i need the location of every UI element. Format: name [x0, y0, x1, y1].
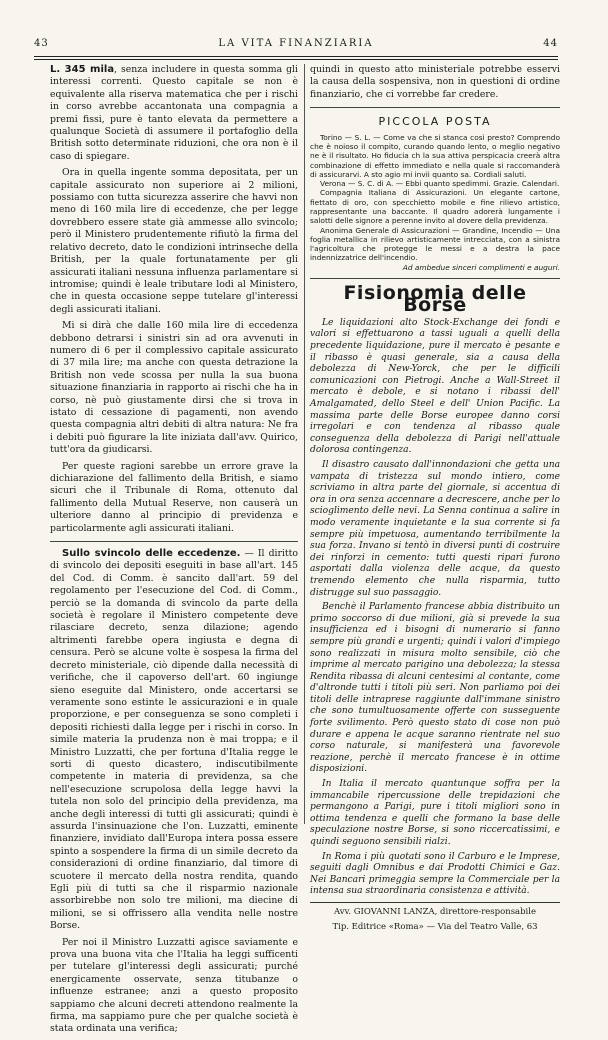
svincolo-text: — Il diritto di svincolo dei depositi eseguiti in base all'art. 145 del Cod. di Comm. è sancito dall'art. 59 del regolamento per l'esecuzione del Cod. di Comm., perciò se la domanda di svincolo da parte della società è regolare il Ministero competente deve rilasciare decreto, senza dilazione; agendo altrimenti farebbe opera ingiusta e degna di censura. Però se alcune volte è sospesa la firma del decreto ministeriale, ciò dipende dalla necessità di verifiche, che il capoverso dell'art. 60 ingiunge sieno eseguite dal Ministero, onde accertarsi se veramente sono estinte le assicurazioni e in quale proporzione, e per conseguenza se sono completi i depositi richiesti dalla legge per i rischi in corso. In simile materia la prudenza non è mai troppa; e il Ministro Luzzatti, che per fortuna d'Italia regge le sorti di questo dicastero, indiscutibilmente competente in materia di previdenza, sa che nell'esecuzione scrupolosa della legge havvi la tutela non solo del principio della previdenza, ma anche degli interessi di tutti gli assicurati; quindi è assurda l'insinuazione che l'on. Luzzatti, eminente finanziere, invidiato dall'Europa intera possa essere spinto a sospendere la firma di un simile decreto da considerazioni di ordine finanziario, dal timore di scuotere il mercato della nostra rendita, quando Egli più di tutti sa che il risparmio nazionale assorbirebbe non solo tre milioni, ma diecine di milioni, se si offrissero alla vendita nelle nostre Borse.	[50, 548, 298, 932]
page-number-right: 44	[543, 38, 558, 49]
paragraph-3: Mi si dirà che dalle 160 mila lire di eccedenza debbono detrarsi i sinistri sin ad ora avvenuti in numero di 6 per il complessivo capitale assicurato di 37 mila lire; ma anche con questa detrazione la British non vede scossa per nulla la sua buona situazione finanziaria in rapporto ai rischi che ha in corso, nè può giustamente dirsi che si trova in istato di cessazione di pagamenti, non avendo questa compagnia altri debiti di altra natura: Ne fra i debiti può figurare la lite iniziata dall'avv. Quirico, tutt'ora da giudicarsi.	[50, 320, 298, 456]
pp-entry: Anonima Generale di Assicurazioni — Grandine, Incendio — Una foglia metallica in rilievo artisticamente intrecciata, con a sinistra l'agricoltura che protegge le messi e a destra la pace indennizzatrice dell'incendio.	[310, 225, 560, 263]
printer-line: Tip. Editrice «Roma» — Via del Teatro Valle, 63	[332, 922, 538, 933]
piccola-posta-title: PICCOLA POSTA	[378, 115, 492, 129]
section-divider	[50, 541, 298, 542]
piccola-posta	[310, 133, 560, 272]
pp-signoff: Ad ambedue sinceri complimenti e auguri.	[402, 262, 560, 272]
fisionomia-article	[310, 318, 560, 898]
amount-lead: L. 345 mila	[50, 64, 115, 75]
journal-title: LA VITA FINANZIARIA	[218, 38, 374, 49]
left-column	[50, 64, 298, 1040]
paragraph-4: Per queste ragioni sarebbe un errore grave la dichiarazione del fallimento della British, e siamo sicuri che il Tribunale di Roma, ottenuto dal fallimento della Mutual Reserve, non causerà un ulteriore danno al principio di previdenza e particolarmente agli assicurati italiani.	[50, 460, 298, 534]
pp-entry: Torino — S. L. — Come va che si stanca così presto? Comprendo che è noioso il compito, curando quando lento, o meglio negativo ne è il risultato. Ho fiducia ch la sua attiva perspicacia creerà altra combinazione di effetto immediato e nella quale si raccomanderà di assicurarvi. A sto agio mi invii quanto sa. Cordiali saluti.	[310, 132, 560, 179]
article-paragraph: In Italia il mercato quantunque soffra per la immancabile ripercussione delle trepidazioni che permangono a Parigi, pure i titoli migliori sono in ottima tendenza e quelli che formano la base delle speculazione nostre Borse, si sono riccercatissimi, e quindi seguono sensibili rialzi.	[310, 779, 560, 848]
column-divider	[304, 64, 305, 824]
article-paragraph: Il disastro causato dall'innondazioni che getta una vampata di tristezza sul mondo intiero, come scriviamo in altra parte del giornale, si accentua di ora in ora senza accennare a decrescere, anche per lo scioglimento delle nevi. La Senna continua a salire in modo veramente inquietante e la sua corrente si fa sempre più impetuosa, aumentando terribilmente la sua forza. Invano si tentò in diversi punti di costruire dei rinforzi in cemento: tutti questi ripari furono asportati dalla violenza delle acque, da questo tremendo elemento che nulla risparmia, tutto distrugge sul suo passaggio.	[310, 460, 560, 598]
svincolo-paragraph	[50, 548, 298, 933]
paragraph-2: Ora in quella ingente somma depositata, per un capitale assicurato non superiore ai 2 milioni, possiamo con tutta sicurezza asserire che havvi non meno di 160 mila lire di eccedenze, che per legge dovrebbero essere state già ammesse allo svincolo; però il Ministero prudentemente rifiutò la firma del relativo decreto, dato le condizioni intrinseche della British, per la quale fortunatamente per gli assicurati italiani nessuna influenza parlamentare si intromise; quindi è leale tributare lodi al Ministero, che in questa occasione seppe tutelare gl'interessi degli assicurati italiani.	[50, 167, 298, 315]
page-number-left: 43	[34, 38, 49, 49]
pp-entry: Compagnia Italiana di Assicurazioni. Un elegante cartone, fiettato di oro, con specchietto mobile e fine rilievo artistico, rappresentante una baccante. Il quadro adorerà lungamente i salotti delle signore a perenne invito al dovere della previdenza.	[310, 188, 560, 226]
pp-entry: Verona — S. C. di A. — Ebbi quanto spedimmi. Grazie. Calendari.	[320, 179, 560, 189]
paragraph-1	[50, 64, 298, 163]
right-column	[310, 64, 560, 934]
article-paragraph: Benchè il Parlamento francese abbia distribuito un primo soccorso di due milioni, già si prevede la sua insufficienza ed i bisogni di numerario si fanno sempre più grandi e urgenti; quindi i valori d'impiego sono realizzati in misura molto sensibile, ciò che imprime al mercato parigino una debolezza; la stessa Rendita ribassa di alcuni centesimi al contante, come d'altronde tutti i titoli più seri. Non parliamo poi dei titoli delle intraprese raggiunte dall'immane sinistro che sono tumultuosamente offerte con susseguente forte svilimento. Però questo stato di cose non può durare e appena le acque saranno rientrate nel suo corso naturale, si manifesterà una favorevole reazione, perchè il mercato francese è in ottime disposizioni.	[310, 602, 560, 775]
header-rule-thin	[34, 59, 558, 60]
header-rule	[34, 56, 558, 57]
section-divider	[310, 107, 560, 108]
svincolo-paragraph-2: Per noi il Ministro Luzzatti agisce saviamente e prova una buona vita che l'Italia ha leggi sufficenti per tutelare gl'interessi degli assicurati; purché energicamente osservate, senza titubanze o influenze estranee; anzi a questo proposito sappiamo che alcuni decreti attendono realmente la firma, ma sappiamo pure che per qualche società è stata ordinata una verifica;	[50, 936, 298, 1035]
page-header	[34, 34, 558, 52]
continuation-text: quindi in questo atto ministeriale potrebbe esservi la causa della sospensiva, non in questioni di ordine finanziario, che ci vorrebbe far credere.	[310, 64, 560, 100]
paragraph-1-text: , senza includere in questa somma gli interessi correnti. Questo capitale se non è equivalente alla riserva matematica che per i rischi in corso avrebbe accantonata una compagnia a premi fissi, pure è tanto elevata da permettere a qualunque Società di assumere il portafoglio della British sotto determinate riduzioni, che ora non è il caso di spiegare.	[50, 64, 299, 162]
fisionomia-title: Fisionomia delle Borse	[343, 282, 527, 317]
article-paragraph: Le liquidazioni alto Stock-Exchange dei fondi e valori si effettuarono a tassi uguali a quelli della precedente liquidazione, pure il mercato è pesante e il ribasso è quasi generale, sia a causa della debolezza di New-Yorck, che per le difficili comunicazioni con Pietrogi. Anche a Wall-Street il mercato è debole, e si notano i ribassi dell' Amalgamated, dello Steel e dell' Union Pacific. La massima parte delle Borse europee danno corsi irregolari e con tendenza al ribasso quale conseguenza della debolezza di Parigi nell'attuale dolorosa contingenza.	[310, 317, 560, 456]
section-divider	[310, 278, 560, 279]
article-paragraph: In Roma i più quotati sono il Carburo e le Imprese, seguiti dagli Omnibus e dai Prodotti Chimici e Gaz. Nei Bancari primeggia sempre la Commerciale per la intensa sua straordinaria consistenza e attività.	[310, 851, 560, 897]
editor-signature: Avv. GIOVANNI LANZA, direttore-responsabile	[310, 902, 560, 918]
svincolo-heading: Sullo svincolo delle eccedenze.	[62, 548, 241, 560]
